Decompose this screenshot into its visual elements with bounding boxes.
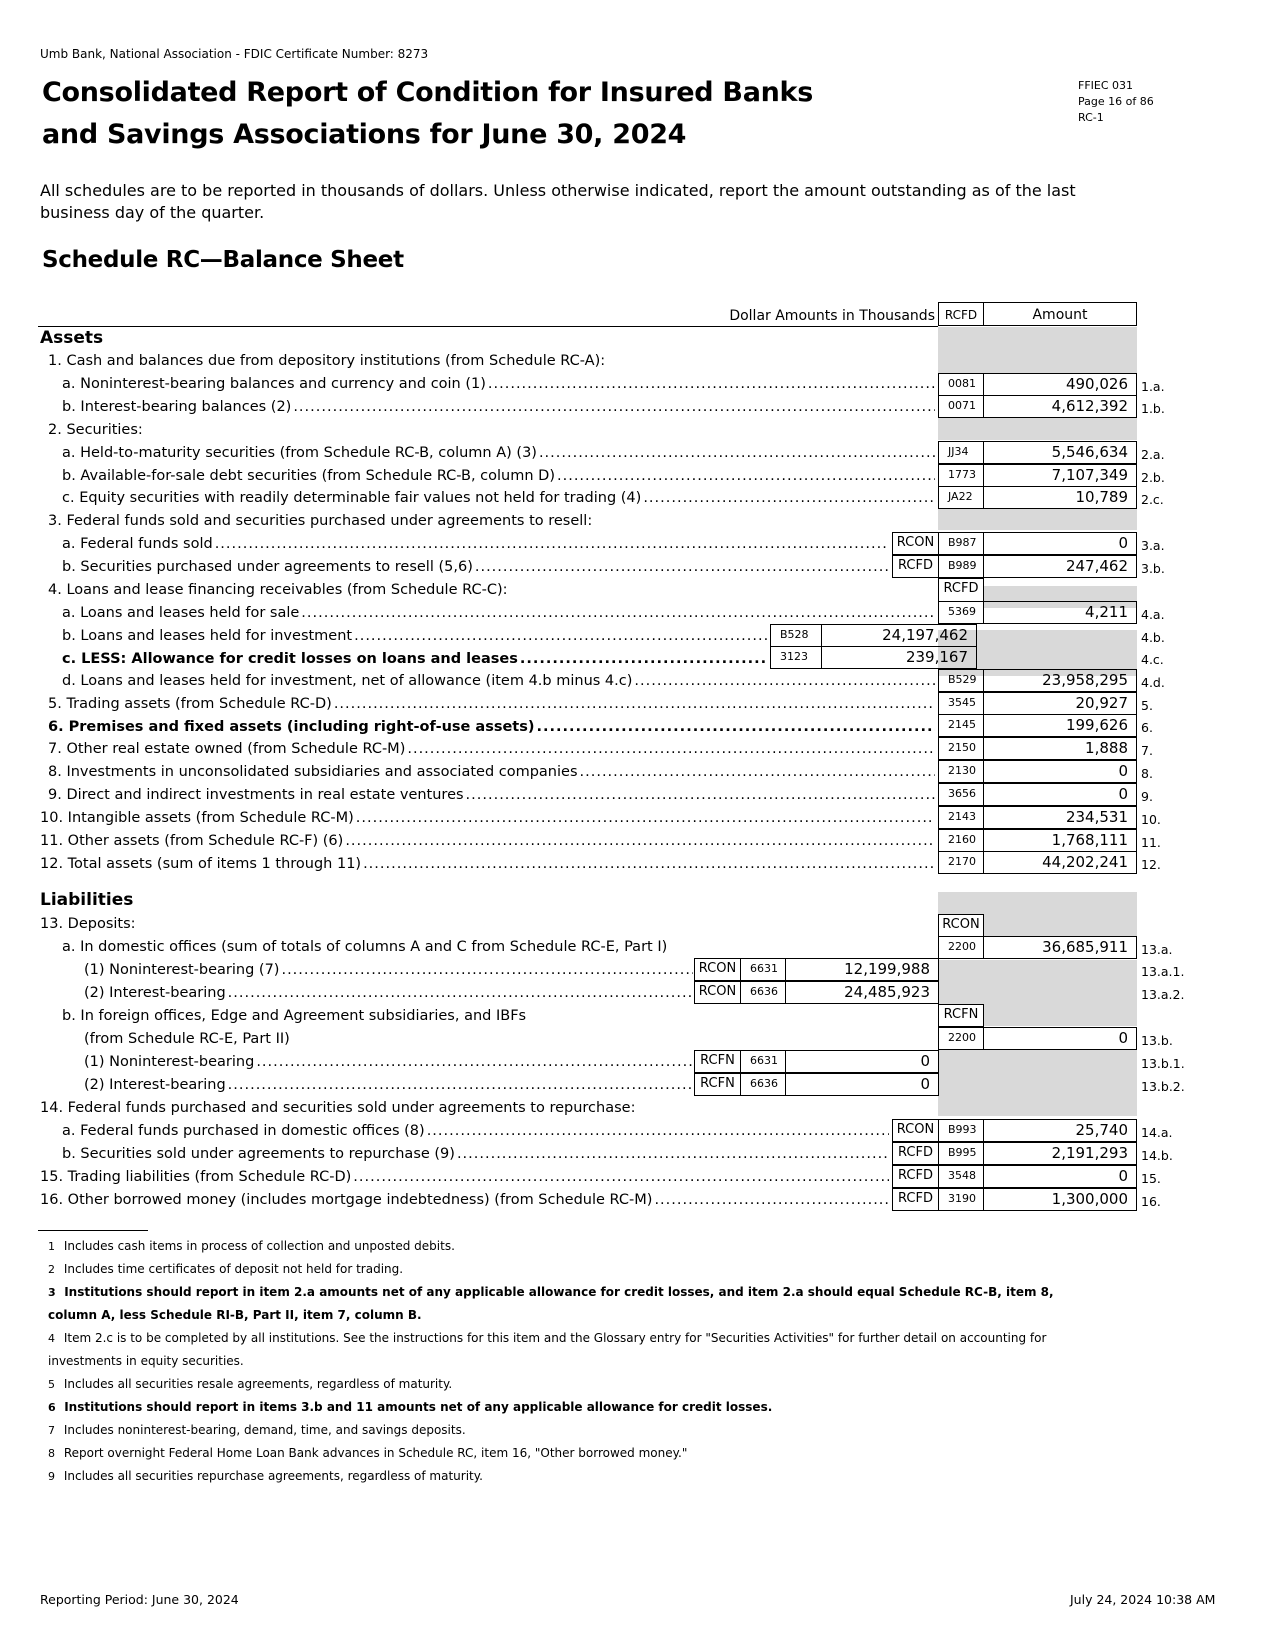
code-2c: JA22 bbox=[938, 486, 984, 509]
tag-3a: 3.a. bbox=[1141, 538, 1165, 553]
row-4a-label: a. Loans and leases held for sale ..... bbox=[62, 605, 935, 621]
row-2a-label: a. Held-to-maturity securities (from Schedule RC-B, column A) (3) ..... bbox=[62, 445, 935, 461]
tag-4b: 4.b. bbox=[1141, 630, 1165, 645]
footer-reporting-period: Reporting Period: June 30, 2024 bbox=[40, 1592, 239, 1607]
prefix-14a: RCON bbox=[892, 1119, 939, 1142]
row-1b-label: b. Interest-bearing balances (2) ..... bbox=[62, 399, 935, 415]
code-10: 2143 bbox=[938, 806, 984, 829]
code-1b: 0071 bbox=[938, 395, 984, 418]
code-8: 2130 bbox=[938, 760, 984, 783]
footnote-rule bbox=[38, 1230, 148, 1231]
code-5: 3545 bbox=[938, 692, 984, 715]
bank-header: Umb Bank, National Association - FDIC Certificate Number: 8273 bbox=[40, 47, 429, 61]
row-4-label: 4. Loans and lease financing receivables (from Schedule RC-C): bbox=[48, 582, 508, 598]
value-8: 0 bbox=[983, 760, 1137, 783]
code-13a: 2200 bbox=[938, 936, 984, 959]
report-title-line2: and Savings Associations for June 30, 2024 bbox=[42, 119, 687, 150]
footnote-1: 1 Includes cash items in process of collection and unposted debits. bbox=[48, 1239, 455, 1253]
code-14a: B993 bbox=[938, 1119, 984, 1142]
row-10-label: 10. Intangible assets (from Schedule RC-M) ..... bbox=[40, 810, 935, 826]
code-13a2: 6636 bbox=[740, 981, 786, 1004]
row-13a2-label: (2) Interest-bearing ..... bbox=[84, 985, 693, 1001]
tag-6: 6. bbox=[1141, 720, 1153, 735]
tag-15: 15. bbox=[1141, 1171, 1161, 1186]
tag-16: 16. bbox=[1141, 1194, 1161, 1209]
prefix-13: RCON bbox=[938, 914, 984, 937]
code-14b: B995 bbox=[938, 1142, 984, 1165]
shaded-block bbox=[984, 1004, 1137, 1026]
code-15: 3548 bbox=[938, 1165, 984, 1188]
tag-13b1: 13.b.1. bbox=[1141, 1056, 1185, 1071]
tag-8: 8. bbox=[1141, 766, 1153, 781]
code-4c: 3123 bbox=[770, 646, 822, 669]
row-5-label: 5. Trading assets (from Schedule RC-D) ..... bbox=[48, 696, 935, 712]
prefix-13b: RCFN bbox=[938, 1004, 984, 1027]
value-13a2: 24,485,923 bbox=[785, 981, 939, 1004]
row-11-label: 11. Other assets (from Schedule RC-F) (6) ..... bbox=[40, 833, 935, 849]
value-14b: 2,191,293 bbox=[983, 1142, 1137, 1165]
dollar-amounts-header: Dollar Amounts in Thousands bbox=[729, 308, 935, 324]
report-title-line1: Consolidated Report of Condition for Insured Banks bbox=[42, 77, 813, 108]
tag-9: 9. bbox=[1141, 789, 1153, 804]
section-assets: Assets bbox=[40, 328, 104, 348]
row-12-label: 12. Total assets (sum of items 1 through 11) ..... bbox=[40, 856, 935, 872]
row-13a1-label: (1) Noninterest-bearing (7) ..... bbox=[84, 962, 693, 978]
tag-13a: 13.a. bbox=[1141, 942, 1173, 957]
prefix-13a1: RCON bbox=[694, 958, 741, 981]
row-3-label: 3. Federal funds sold and securities purchased under agreements to resell: bbox=[48, 513, 593, 529]
row-3a-label: a. Federal funds sold ..... bbox=[62, 536, 889, 552]
code-column-header: RCFD bbox=[938, 302, 984, 326]
value-2c: 10,789 bbox=[983, 486, 1137, 509]
value-4a: 4,211 bbox=[983, 601, 1137, 624]
shaded-block bbox=[938, 508, 1137, 530]
value-4b: 24,197,462 bbox=[821, 624, 977, 647]
footnote-2: 2 Includes time certificates of deposit not held for trading. bbox=[48, 1262, 404, 1276]
footnote-9: 9 Includes all securities repurchase agreements, regardless of maturity. bbox=[48, 1469, 483, 1483]
value-2a: 5,546,634 bbox=[983, 441, 1137, 464]
code-11: 2160 bbox=[938, 829, 984, 852]
row-14b-label: b. Securities sold under agreements to repurchase (9) ..... bbox=[62, 1146, 889, 1162]
prefix-16: RCFD bbox=[892, 1188, 939, 1211]
tag-14a: 14.a. bbox=[1141, 1125, 1173, 1140]
shaded-block bbox=[984, 914, 1137, 936]
footer-timestamp: July 24, 2024 10:38 AM bbox=[1070, 1592, 1216, 1607]
tag-2a: 2.a. bbox=[1141, 447, 1165, 462]
row-1-label: 1. Cash and balances due from depository institutions (from Schedule RC-A): bbox=[48, 353, 606, 369]
row-2b-label: b. Available-for-sale debt securities (from Schedule RC-B, column D) ..... bbox=[62, 468, 935, 484]
row-3b-label: b. Securities purchased under agreements to resell (5,6) ..... bbox=[62, 559, 889, 575]
tag-7: 7. bbox=[1141, 743, 1153, 758]
value-13b1: 0 bbox=[785, 1050, 939, 1073]
row-4d-label: d. Loans and leases held for investment, net of allowance (item 4.b minus 4.c) ..... bbox=[62, 673, 935, 689]
value-5: 20,927 bbox=[983, 692, 1137, 715]
tag-14b: 14.b. bbox=[1141, 1148, 1173, 1163]
value-1b: 4,612,392 bbox=[983, 395, 1137, 418]
section-liabilities: Liabilities bbox=[40, 890, 134, 910]
value-13b2: 0 bbox=[785, 1073, 939, 1096]
form-id-block bbox=[1078, 78, 1154, 126]
prefix-15: RCFD bbox=[892, 1165, 939, 1188]
row-14a-label: a. Federal funds purchased in domestic offices (8) ..... bbox=[62, 1123, 889, 1139]
code-13b2: 6636 bbox=[740, 1073, 786, 1096]
prefix-14b: RCFD bbox=[892, 1142, 939, 1165]
row-7-label: 7. Other real estate owned (from Schedule RC-M) ..... bbox=[48, 741, 935, 757]
row-13b2-label: (2) Interest-bearing ..... bbox=[84, 1077, 693, 1093]
tag-12: 12. bbox=[1141, 857, 1161, 872]
value-7: 1,888 bbox=[983, 737, 1137, 760]
shaded-block bbox=[938, 1050, 1137, 1094]
tag-13a1: 13.a.1. bbox=[1141, 964, 1185, 979]
tag-1a: 1.a. bbox=[1141, 379, 1165, 394]
row-2-label: 2. Securities: bbox=[48, 422, 143, 438]
value-6: 199,626 bbox=[983, 714, 1137, 737]
row-13b-label: b. In foreign offices, Edge and Agreement subsidiaries, and IBFs bbox=[62, 1008, 527, 1024]
value-1a: 490,026 bbox=[983, 373, 1137, 396]
footnote-7: 7 Includes noninterest-bearing, demand, time, and savings deposits. bbox=[48, 1423, 466, 1437]
tag-5: 5. bbox=[1141, 698, 1153, 713]
value-14a: 25,740 bbox=[983, 1119, 1137, 1142]
tag-2c: 2.c. bbox=[1141, 492, 1164, 507]
code-13a1: 6631 bbox=[740, 958, 786, 981]
value-9: 0 bbox=[983, 783, 1137, 806]
value-12: 44,202,241 bbox=[983, 851, 1137, 874]
prefix-3b: RCFD bbox=[892, 555, 939, 578]
header-rule bbox=[38, 326, 938, 327]
code-3b: B989 bbox=[938, 555, 984, 578]
row-16-label: 16. Other borrowed money (includes mortgage indebtedness) (from Schedule RC-M) ..... bbox=[40, 1192, 889, 1208]
row-9-label: 9. Direct and indirect investments in real estate ventures ..... bbox=[48, 787, 935, 803]
value-13a1: 12,199,988 bbox=[785, 958, 939, 981]
row-13b-cont-label: (from Schedule RC-E, Part II) bbox=[84, 1031, 290, 1047]
shaded-block bbox=[938, 1094, 1137, 1116]
value-3a: 0 bbox=[983, 532, 1137, 555]
code-4d: B529 bbox=[938, 669, 984, 692]
tag-13b2: 13.b.2. bbox=[1141, 1079, 1185, 1094]
value-4d: 23,958,295 bbox=[983, 669, 1137, 692]
row-1a-label: a. Noninterest-bearing balances and currency and coin (1) ..... bbox=[62, 376, 935, 392]
prefix-4: RCFD bbox=[938, 578, 984, 601]
code-2a: JJ34 bbox=[938, 441, 984, 464]
value-3b: 247,462 bbox=[983, 555, 1137, 578]
prefix-3a: RCON bbox=[892, 532, 939, 555]
value-15: 0 bbox=[983, 1165, 1137, 1188]
tag-4c: 4.c. bbox=[1141, 652, 1164, 667]
schedule-code: RC-1 bbox=[1078, 111, 1104, 124]
prefix-13b2: RCFN bbox=[694, 1073, 741, 1096]
tag-11: 11. bbox=[1141, 835, 1161, 850]
code-12: 2170 bbox=[938, 851, 984, 874]
shaded-block bbox=[938, 892, 1137, 914]
value-2b: 7,107,349 bbox=[983, 464, 1137, 487]
footnote-4: 4 Item 2.c is to be completed by all institutions. See the instructions for this item and the Glossary entry for "Securities Activities" for further detail on accounting for investments in equity securities. bbox=[48, 1331, 1047, 1368]
code-16: 3190 bbox=[938, 1188, 984, 1211]
value-4c: 239,167 bbox=[821, 646, 977, 669]
code-3a: B987 bbox=[938, 532, 984, 555]
tag-3b: 3.b. bbox=[1141, 561, 1165, 576]
code-4a: 5369 bbox=[938, 601, 984, 624]
shaded-block bbox=[938, 960, 1137, 1004]
amount-column-header: Amount bbox=[983, 302, 1137, 326]
row-6-label: 6. Premises and fixed assets (including right-of-use assets) ..... bbox=[48, 719, 935, 735]
row-13a-label: a. In domestic offices (sum of totals of columns A and C from Schedule RC-E, Part I) bbox=[62, 939, 668, 955]
form-number: FFIEC 031 bbox=[1078, 79, 1134, 92]
value-10: 234,531 bbox=[983, 806, 1137, 829]
shaded-block bbox=[938, 327, 1137, 373]
tag-2b: 2.b. bbox=[1141, 470, 1165, 485]
footnote-8: 8 Report overnight Federal Home Loan Bank advances in Schedule RC, item 16, "Other borrowed money." bbox=[48, 1446, 688, 1460]
intro-text: All schedules are to be reported in thousands of dollars. Unless otherwise indicated, report the amount outstanding as of the last business day of the quarter. bbox=[40, 181, 1076, 222]
tag-4a: 4.a. bbox=[1141, 607, 1165, 622]
code-4b: B528 bbox=[770, 624, 822, 647]
schedule-title: Schedule RC—Balance Sheet bbox=[42, 247, 404, 273]
footnote-3: 3 Institutions should report in item 2.a amounts net of any applicable allowance for credit losses, and item 2.a should equal Schedule RC-B, item 8, column A, less Schedule RI-B, Part II, item 7, column B. bbox=[48, 1285, 1054, 1322]
code-13b1: 6631 bbox=[740, 1050, 786, 1073]
tag-13b: 13.b. bbox=[1141, 1033, 1173, 1048]
footnote-5: 5 Includes all securities resale agreements, regardless of maturity. bbox=[48, 1377, 453, 1391]
value-13b: 0 bbox=[983, 1027, 1137, 1050]
row-4c-label: c. LESS: Allowance for credit losses on loans and leases ..... bbox=[62, 651, 767, 667]
code-7: 2150 bbox=[938, 737, 984, 760]
tag-4d: 4.d. bbox=[1141, 675, 1165, 690]
row-4b-label: b. Loans and leases held for investment ..... bbox=[62, 628, 767, 644]
shaded-block bbox=[938, 418, 1137, 440]
page-number: Page 16 of 86 bbox=[1078, 95, 1154, 108]
code-1a: 0081 bbox=[938, 373, 984, 396]
code-2b: 1773 bbox=[938, 464, 984, 487]
tag-10: 10. bbox=[1141, 812, 1161, 827]
row-14-label: 14. Federal funds purchased and securities sold under agreements to repurchase: bbox=[40, 1100, 636, 1116]
code-6: 2145 bbox=[938, 714, 984, 737]
row-13-label: 13. Deposits: bbox=[40, 916, 136, 932]
tag-13a2: 13.a.2. bbox=[1141, 987, 1185, 1002]
row-13b1-label: (1) Noninterest-bearing ..... bbox=[84, 1054, 693, 1070]
value-16: 1,300,000 bbox=[983, 1188, 1137, 1211]
row-8-label: 8. Investments in unconsolidated subsidiaries and associated companies ..... bbox=[48, 764, 935, 780]
row-15-label: 15. Trading liabilities (from Schedule RC-D) ..... bbox=[40, 1169, 889, 1185]
value-13a: 36,685,911 bbox=[983, 936, 1137, 959]
row-2c-label: c. Equity securities with readily determinable fair values not held for trading (4) ..... bbox=[62, 490, 935, 506]
footnote-6: 6 Institutions should report in items 3.b and 11 amounts net of any applicable allowance for credit losses. bbox=[48, 1400, 773, 1414]
code-13b: 2200 bbox=[938, 1027, 984, 1050]
value-11: 1,768,111 bbox=[983, 829, 1137, 852]
prefix-13b1: RCFN bbox=[694, 1050, 741, 1073]
tag-1b: 1.b. bbox=[1141, 401, 1165, 416]
code-9: 3656 bbox=[938, 783, 984, 806]
prefix-13a2: RCON bbox=[694, 981, 741, 1004]
